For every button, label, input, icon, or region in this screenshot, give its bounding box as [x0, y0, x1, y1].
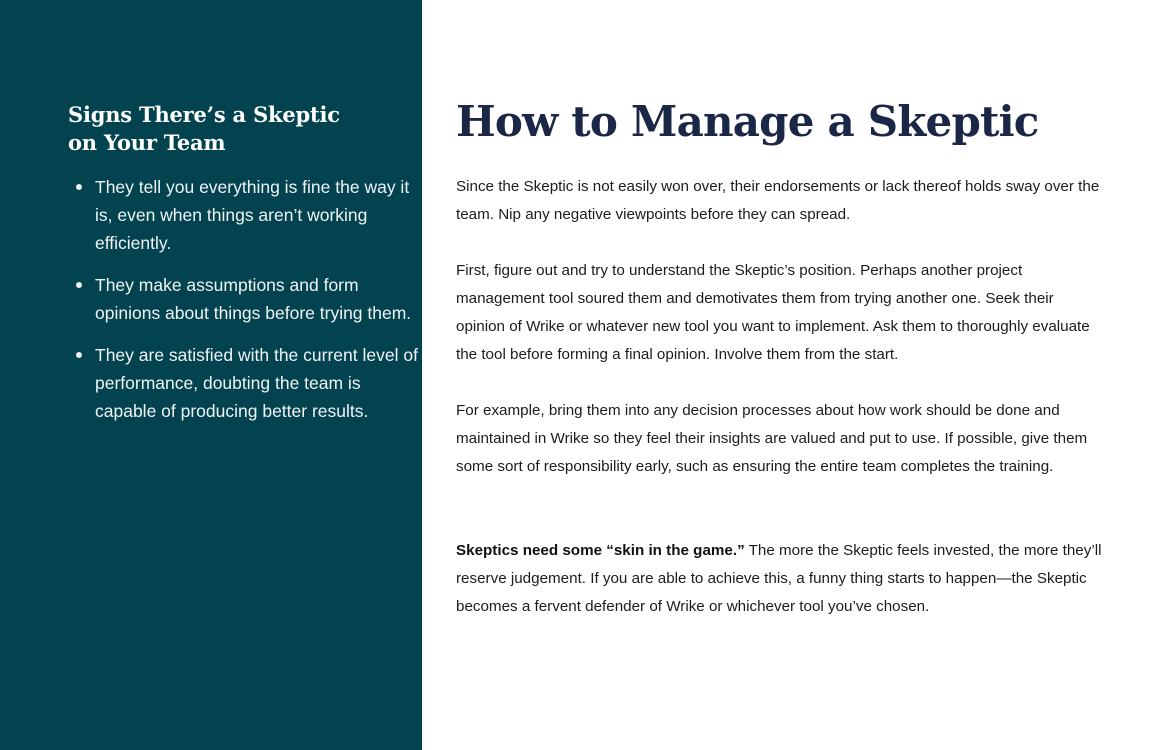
list-item: [95, 173, 425, 257]
paragraph: First, figure out and try to understand the Skeptic’s position. Perhaps another project management tool soured them and demotivates them from trying another one. Seek their opinion of Wrike or whatever new tool you want to implement. Ask them to thoroughly evaluate the tool before forming a final opinion. Involve them from the start.: [456, 262, 1090, 363]
list-item-text: They make assumptions and form opinions about things before trying them.: [95, 275, 412, 323]
paragraph: [456, 537, 1106, 621]
skeptic-signs-list: [68, 173, 425, 439]
bullet-icon: [76, 352, 82, 358]
list-item: [95, 271, 425, 327]
page-title: How to Manage a Skeptic: [456, 97, 1039, 146]
list-item-text: They are satisfied with the current level of performance, doubting the team is capable of producing better results.: [95, 345, 418, 421]
list-item-text: They tell you everything is fine the way it is, even when things aren’t working efficiently.: [95, 177, 410, 253]
sidebar-title-line-1: Signs There’s a Skeptic: [68, 102, 340, 127]
paragraph-bold-lead: Skeptics need some “skin in the game.”: [456, 542, 745, 559]
list-item: [95, 341, 425, 425]
sidebar-title: [68, 101, 388, 157]
bullet-icon: [76, 184, 82, 190]
sidebar-title-line-2: on Your Team: [68, 130, 226, 155]
paragraph-text: The more the Skeptic feels invested, the more they’ll reserve judgement. If you are able to achieve this, a funny thing starts to happen—the Skeptic becomes a fervent defender of Wrike or whichever tool you’ve chosen.: [456, 542, 1102, 615]
sidebar-panel: [0, 0, 422, 750]
paragraph: Since the Skeptic is not easily won over, their endorsements or lack thereof holds sway over the team. Nip any negative viewpoints before they can spread.: [456, 178, 1100, 223]
paragraph: For example, bring them into any decision processes about how work should be done and maintained in Wrike so they feel their insights are valued and put to use. If possible, give them some sort of responsibility early, such as ensuring the entire team completes the training.: [456, 402, 1088, 475]
bullet-icon: [76, 282, 82, 288]
